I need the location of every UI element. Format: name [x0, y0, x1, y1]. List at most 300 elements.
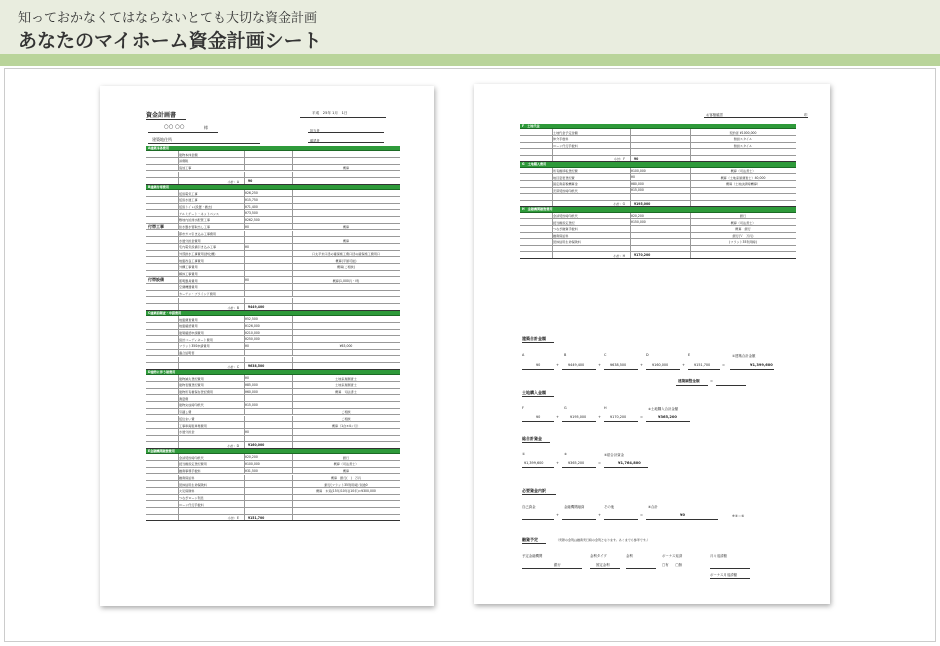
- row-label: 仲介手数料: [553, 137, 569, 142]
- need-title-underline: [522, 494, 556, 495]
- row-label: 固定資産税精算金: [553, 182, 578, 187]
- row-label: 地盤確認費用: [179, 324, 198, 329]
- row-value: [245, 422, 291, 428]
- building-total-value: ¥1,399,600: [750, 363, 773, 367]
- row-label: 建物滅失登記費用: [179, 376, 204, 381]
- row-value: [245, 291, 291, 297]
- column-divider: [292, 264, 293, 270]
- loan-title-underline: [522, 543, 546, 544]
- column-divider: [244, 271, 245, 277]
- row-note: 概算 司法書士: [335, 390, 357, 395]
- row-label: 建物所有権保存登記費用: [179, 390, 214, 395]
- row-value: ¥100,000: [245, 461, 260, 466]
- table-row: [146, 158, 400, 165]
- col-b-label: B: [564, 353, 567, 357]
- column-divider: [244, 382, 245, 388]
- val-e: ¥151,700: [694, 363, 711, 367]
- row-value: ¥250,000: [245, 337, 260, 342]
- column-divider: [178, 316, 179, 322]
- row-value: ¥210,000: [245, 330, 260, 335]
- row-note: (フラット35利用時): [729, 240, 757, 245]
- customer-suffix: 様: [204, 125, 208, 130]
- val-h-line: [604, 421, 638, 422]
- column-divider: [244, 264, 245, 270]
- table-row: [146, 495, 400, 502]
- row-value: ¥0: [245, 244, 249, 249]
- col-f-label: F: [522, 406, 524, 410]
- section-header: B建築付帯費用: [146, 185, 400, 190]
- column-divider: [178, 481, 179, 487]
- row-value: ¥15,750: [245, 197, 258, 202]
- row-label: 団体信用生命保険料: [179, 482, 207, 487]
- row-note: 概算（司法書士）: [730, 220, 756, 225]
- val-h: ¥170,200: [610, 415, 627, 419]
- adjust-eq: =: [710, 379, 714, 383]
- need-own-line: [522, 519, 554, 520]
- building-total-label: ①建築合計金額: [732, 354, 756, 358]
- total-col-1: ①: [522, 452, 526, 456]
- column-divider: [178, 382, 179, 388]
- row-note: [293, 197, 399, 203]
- column-divider: [244, 461, 245, 467]
- row-note: 概算（司法書士）: [730, 169, 756, 174]
- column-divider: [292, 277, 293, 283]
- table-row: [146, 231, 400, 238]
- val-b-line: [562, 369, 596, 370]
- row-value: ¥100,000: [631, 168, 646, 173]
- column-divider: [178, 416, 179, 422]
- table-row: [146, 481, 400, 488]
- val-a: ¥0: [536, 363, 541, 367]
- row-label: 測量費: [179, 396, 189, 401]
- row-note: 概算（土地決済時精算）: [725, 182, 761, 187]
- row-label: 空調機器費用: [179, 285, 198, 290]
- row-note: 土地家屋調査士: [335, 383, 357, 388]
- column-divider: [292, 165, 293, 171]
- row-value: [245, 501, 291, 507]
- column-divider: [292, 210, 293, 216]
- val-d: ¥160,000: [652, 363, 669, 367]
- row-label: 融資保証料: [179, 475, 195, 480]
- plus-7: +: [556, 461, 560, 465]
- table-row: [146, 217, 400, 224]
- column-divider: [292, 178, 293, 184]
- row-value: [245, 395, 291, 401]
- column-divider: [244, 395, 245, 401]
- column-divider: [178, 178, 179, 184]
- row-note: 概算: [342, 469, 350, 474]
- row-note: 概算: [342, 225, 350, 230]
- table-row: [146, 237, 400, 244]
- building-total-line: [730, 369, 774, 370]
- table-row: [146, 330, 400, 337]
- row-label: 外部排水工事費用(浄化槽): [179, 251, 216, 256]
- row-label: アルミゲート・ネットペンス: [179, 211, 220, 216]
- row-value: ¥31,500: [245, 468, 258, 473]
- column-divider: [178, 264, 179, 270]
- row-label: 水道分担金費用: [179, 238, 201, 243]
- column-divider: [292, 244, 293, 250]
- loan-note: （実際の金利は融資実行時の金利となります。あくまでも参考です。）: [556, 538, 651, 542]
- subtotal-label: 小計：D: [227, 443, 239, 448]
- land-title-underline: [522, 396, 554, 397]
- column-divider: [292, 382, 293, 388]
- row-value: [245, 284, 291, 290]
- column-divider: [178, 158, 179, 164]
- column-divider: [244, 416, 245, 422]
- row-label: 仮住まい費: [179, 416, 195, 421]
- total-title: 総合計資金: [522, 436, 542, 441]
- row-value: ¥60,000: [245, 389, 258, 394]
- row-value: [245, 158, 291, 164]
- bonus-monthly-line: [710, 578, 750, 579]
- column-divider: [292, 501, 293, 507]
- row-note: [293, 323, 399, 329]
- column-divider: [244, 251, 245, 257]
- table-row-blank: [146, 508, 400, 515]
- row-note: [293, 284, 399, 290]
- column-divider: [178, 488, 179, 494]
- bonus-monthly-label: ボーナス月返済額: [710, 573, 737, 577]
- column-divider: [244, 204, 245, 210]
- row-note: [293, 151, 399, 157]
- row-value: [245, 416, 291, 422]
- row-value: [245, 475, 291, 481]
- column-divider: [292, 251, 293, 257]
- val-a-line: [522, 369, 554, 370]
- column-divider: [244, 178, 245, 184]
- eq-1: =: [722, 363, 726, 367]
- column-divider: [178, 357, 179, 363]
- column-divider: [292, 481, 293, 487]
- total-col-2: ②: [564, 452, 568, 456]
- header-subtitle: 知っておかなくてはならないとても大切な資金計画: [18, 11, 318, 26]
- row-note: [293, 395, 399, 401]
- row-label: 売買契約時印紙代: [553, 188, 578, 193]
- row-value: [245, 151, 291, 157]
- row-value: [245, 350, 291, 356]
- column-divider: [244, 277, 245, 283]
- doc-date: 平成 25年 1月 1日: [312, 111, 348, 115]
- column-divider: [292, 304, 293, 310]
- val-e-line: [688, 369, 720, 370]
- doc-title-underline: [146, 119, 186, 120]
- column-divider: [178, 343, 179, 349]
- table-row: [146, 488, 400, 495]
- customer-confirm-label: お客様確認: [706, 113, 723, 117]
- table-row-blank: [146, 172, 400, 179]
- subtotal-label: 小計：H: [613, 253, 625, 258]
- table-row: [146, 277, 400, 284]
- loan-label-monthly: 月々返済額: [710, 554, 727, 558]
- table-row: [146, 475, 400, 482]
- eq-3: =: [598, 461, 602, 465]
- row-value: ¥0: [245, 278, 249, 283]
- row-value: [245, 481, 291, 487]
- section-header: D建物に伴う諸費用: [146, 370, 400, 375]
- subtotal-row: [146, 178, 400, 185]
- total-title-underline: [522, 442, 550, 443]
- val-g-line: [562, 421, 596, 422]
- need-total-line: [646, 519, 718, 520]
- building-total-title: 建築合計金額: [522, 336, 546, 341]
- row-note: ¥63,000: [339, 343, 353, 348]
- table-row: [146, 429, 400, 436]
- column-divider: [292, 454, 293, 460]
- row-note: [293, 210, 399, 216]
- row-note: 銀行: [342, 455, 350, 460]
- row-value: [245, 257, 291, 263]
- table-row-blank: [146, 298, 400, 305]
- grand-total-line: [604, 467, 648, 468]
- table-row: [146, 409, 400, 416]
- table-row: [146, 461, 400, 468]
- row-label: 宅内電気設備引き込み工事: [179, 245, 217, 250]
- row-note: [293, 336, 399, 342]
- row-note: 無担スタイル: [733, 143, 753, 148]
- column-divider: [244, 389, 245, 395]
- column-divider: [244, 495, 245, 501]
- column-divider: [292, 442, 293, 448]
- column-divider: [178, 298, 179, 304]
- calc-area: [474, 84, 830, 604]
- loan-label-bank: 予定金融機関: [522, 554, 543, 558]
- col-c-label: C: [604, 353, 607, 357]
- subtotal-label: 小計：C: [227, 364, 239, 369]
- row-note: [293, 402, 399, 408]
- table-row: [146, 197, 400, 204]
- row-label: 仮設水道工事: [179, 198, 198, 203]
- column-divider: [178, 323, 179, 329]
- table-row: [146, 165, 400, 172]
- column-divider: [244, 323, 245, 329]
- loan-type-line: [590, 568, 620, 569]
- column-divider: [178, 330, 179, 336]
- subtotal-row: [146, 442, 400, 449]
- row-value: [245, 237, 291, 243]
- table-row: [146, 204, 400, 211]
- column-divider: [244, 429, 245, 435]
- row-note: 概算 銀行: [735, 227, 751, 232]
- table-row: [146, 323, 400, 330]
- loan-val-bonus: □有 □無: [662, 563, 682, 567]
- loan-bank-line: [522, 568, 582, 569]
- section-header: E金融機関融資費用: [146, 449, 400, 454]
- subtotal-row: [146, 304, 400, 311]
- row-note: 概算（土地家屋調査士）40,000: [720, 175, 766, 180]
- row-value: [245, 488, 291, 494]
- total-val-1: ¥1,399,600: [524, 461, 544, 465]
- row-label: 追加工事: [179, 166, 192, 171]
- column-divider: [292, 237, 293, 243]
- column-divider: [244, 350, 245, 356]
- column-divider: [178, 217, 179, 223]
- column-divider: [292, 217, 293, 223]
- column-divider: [292, 475, 293, 481]
- column-divider: [178, 251, 179, 257]
- column-divider: [292, 291, 293, 297]
- loan-title: 融資予定: [522, 537, 538, 542]
- column-divider: [178, 508, 179, 514]
- row-value: ¥52,500: [245, 317, 258, 322]
- table-row: [146, 382, 400, 389]
- subtotal-label: 小計：E: [227, 516, 239, 521]
- column-divider: [244, 158, 245, 164]
- eq-4: =: [640, 513, 644, 517]
- date-underline: [300, 117, 386, 118]
- column-divider: [244, 231, 245, 237]
- land-title: 土地購入金額: [522, 390, 546, 395]
- subtotal-value: ¥160,000: [248, 443, 265, 448]
- table-row: [146, 343, 400, 350]
- checker-label: 確認者: [310, 139, 320, 143]
- column-divider: [292, 515, 293, 521]
- column-divider: [292, 172, 293, 178]
- column-divider: [292, 416, 293, 422]
- row-label: 設計コーディネート費用: [179, 337, 213, 342]
- loan-monthly-line: [710, 568, 750, 569]
- row-value: [245, 264, 291, 270]
- column-divider: [178, 429, 179, 435]
- val-b: ¥449,400: [568, 363, 585, 367]
- row-value: ¥126,000: [245, 323, 260, 328]
- row-value: ¥80,000: [631, 181, 644, 186]
- plus-3: +: [640, 363, 644, 367]
- row-value: ¥15,000: [245, 402, 258, 407]
- column-divider: [178, 468, 179, 474]
- subtotal-label: 小計：B: [227, 305, 239, 310]
- column-divider: [292, 461, 293, 467]
- need-check: ※③＝④: [732, 514, 745, 518]
- row-note: [293, 316, 399, 322]
- loan-label-type: 金利タイプ: [590, 554, 607, 558]
- row-note: [293, 158, 399, 164]
- row-value: ¥71,400: [245, 204, 258, 209]
- column-divider: [178, 389, 179, 395]
- row-value: [245, 409, 291, 415]
- row-label: 適合証明書: [179, 351, 195, 356]
- row-label: 火災保険料: [179, 489, 195, 494]
- val-c: ¥638,500: [610, 363, 627, 367]
- doc-title: 資金計画書: [146, 112, 177, 119]
- row-value: ¥73,500: [245, 211, 258, 216]
- need-label-total: ④合計: [648, 505, 658, 509]
- row-label: 地盤改良工事費用: [179, 258, 204, 263]
- total-val-2: ¥365,200: [568, 461, 585, 465]
- row-label: 抵当権設定登記: [553, 220, 575, 225]
- column-divider: [244, 257, 245, 263]
- row-label: 金消契約時印紙代: [553, 214, 578, 219]
- val-d-line: [646, 369, 680, 370]
- table-row: [146, 402, 400, 409]
- row-value: ¥0: [631, 175, 635, 180]
- column-divider: [178, 197, 179, 203]
- column-divider: [292, 363, 293, 369]
- row-label: つなぎ融資手数料: [553, 227, 578, 232]
- row-label: 地盤調査費用: [179, 317, 198, 322]
- column-divider: [178, 172, 179, 178]
- adjust-underline: [676, 385, 708, 386]
- total-val-2-line: [562, 467, 596, 468]
- row-label: 仮設トイレ(設置・撤去): [179, 205, 213, 210]
- plus-2: +: [598, 363, 602, 367]
- column-divider: [178, 375, 179, 381]
- column-divider: [244, 442, 245, 448]
- row-note: [293, 495, 399, 501]
- column-divider: [244, 454, 245, 460]
- grand-total-label: ③総合計資金: [604, 453, 624, 457]
- table-row: [146, 422, 400, 429]
- column-divider: [178, 461, 179, 467]
- column-divider: [244, 468, 245, 474]
- column-divider: [244, 244, 245, 250]
- column-divider: [244, 165, 245, 171]
- row-note: 概算(ご相談): [337, 265, 355, 270]
- row-label: ローン代行手数料: [553, 143, 578, 148]
- column-divider: [244, 436, 245, 442]
- column-divider: [244, 363, 245, 369]
- row-note: 概算: [342, 166, 350, 171]
- need-title: 必要資金内訳: [522, 488, 546, 493]
- column-divider: [292, 409, 293, 415]
- column-divider: [178, 165, 179, 171]
- column-divider: [244, 501, 245, 507]
- column-divider: [292, 158, 293, 164]
- table-row: [146, 291, 400, 298]
- column-divider: [244, 488, 245, 494]
- plus-5: +: [556, 415, 560, 419]
- col-e-label: E: [688, 353, 691, 357]
- column-divider: [244, 237, 245, 243]
- row-note: [293, 231, 399, 237]
- row-value: [245, 271, 291, 277]
- table-row: [146, 501, 400, 508]
- column-divider: [178, 501, 179, 507]
- subtotal-value: ¥151,700: [248, 515, 265, 520]
- column-divider: [178, 475, 179, 481]
- column-divider: [244, 224, 245, 230]
- table-row: [146, 224, 400, 231]
- column-divider: [244, 330, 245, 336]
- row-note: 概算（司法書士）: [333, 462, 359, 467]
- row-value: ¥0: [245, 343, 249, 348]
- plus-8: +: [556, 513, 560, 517]
- row-label: ローン代行手数料: [179, 502, 204, 507]
- row-note: 概算 木造(15年/10年)(10年)=¥300,000: [316, 489, 376, 494]
- column-divider: [244, 316, 245, 322]
- column-divider: [244, 481, 245, 487]
- table-row: [146, 416, 400, 423]
- land-total-value: ¥365,200: [658, 415, 677, 419]
- column-divider: [244, 197, 245, 203]
- column-divider: [178, 291, 179, 297]
- row-note: 口太平米口径の確保施工費口径の確保施工費用口: [311, 251, 381, 256]
- row-value: ¥85,000: [245, 382, 258, 387]
- adjust-value-line: [716, 385, 746, 386]
- column-divider: [244, 217, 245, 223]
- column-divider: [292, 389, 293, 395]
- column-divider: [292, 343, 293, 349]
- row-note: [293, 330, 399, 336]
- row-note: ご相談: [341, 410, 351, 415]
- row-note: 概算（1台×4ヶ月）: [331, 423, 361, 428]
- column-divider: [292, 257, 293, 263]
- column-divider: [178, 336, 179, 342]
- grand-total-value: ¥1,764,800: [618, 461, 641, 465]
- eq-2: =: [640, 415, 644, 419]
- need-label-own: 自己資金: [522, 505, 536, 509]
- group-label: 付帯工事: [148, 223, 164, 229]
